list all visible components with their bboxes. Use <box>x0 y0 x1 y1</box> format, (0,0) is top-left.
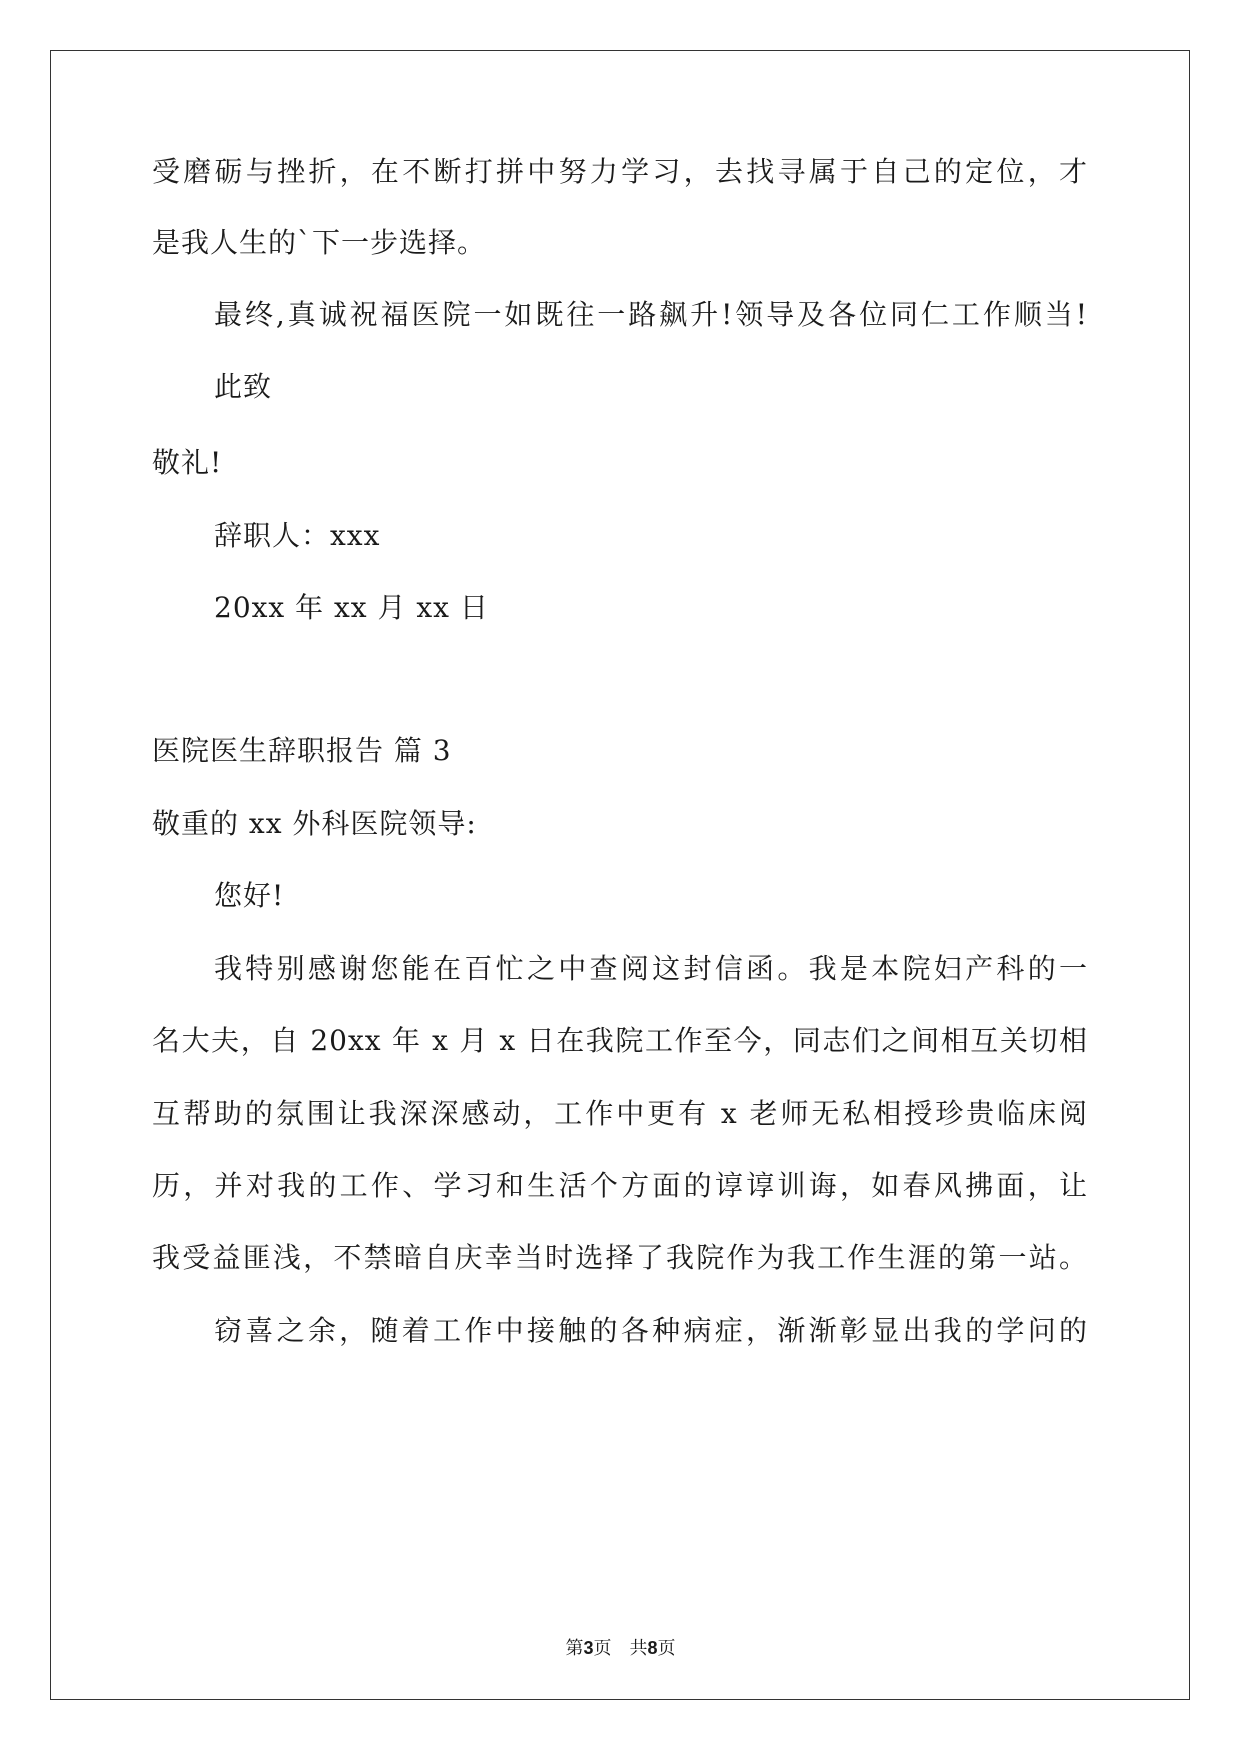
text-line: 我特别感谢您能在百忙之中查阅这封信函。我是本院妇产科的一 <box>214 952 1088 985</box>
text-line: 名大夫，自 20xx 年 x 月 x 日在我院工作至今，同志们之间相互关切相 <box>152 1024 1088 1057</box>
text-line: 最终,真诚祝福医院一如既往一路飙升!领导及各位同仁工作顺当! <box>214 298 1088 331</box>
text-line: 20xx 年 xx 月 xx 日 <box>214 591 489 624</box>
section-heading: 医院医生辞职报告 篇 3 <box>152 734 452 767</box>
text-line: 互帮助的氛围让我深深感动，工作中更有 x 老师无私相授珍贵临床阅 <box>152 1097 1088 1130</box>
text-line: 此致 <box>214 370 273 403</box>
text-line: 是我人生的`下一步选择。 <box>152 226 487 259</box>
page-suffix: 页 <box>657 1638 676 1659</box>
text-line: 辞职人：xxx <box>214 519 381 552</box>
page-mid: 页 共 <box>593 1638 648 1659</box>
text-line: 敬礼! <box>152 446 223 479</box>
page-prefix: 第 <box>565 1638 584 1659</box>
text-line: 我受益匪浅，不禁暗自庆幸当时选择了我院作为我工作生涯的第一站。 <box>152 1241 1088 1274</box>
page-footer <box>0 1636 1241 1661</box>
text-line: 受磨砺与挫折，在不断打拼中努力学习，去找寻属于自己的定位，才 <box>152 155 1088 188</box>
salutation: 敬重的 xx 外科医院领导: <box>152 807 477 840</box>
greeting: 您好! <box>214 879 285 912</box>
page-total: 8 <box>647 1638 658 1658</box>
text-line: 历，并对我的工作、学习和生活个方面的谆谆训诲，如春风拂面，让 <box>152 1169 1088 1202</box>
page-current: 3 <box>583 1638 594 1658</box>
text-line: 窃喜之余，随着工作中接触的各种病症，渐渐彰显出我的学问的 <box>214 1314 1088 1347</box>
